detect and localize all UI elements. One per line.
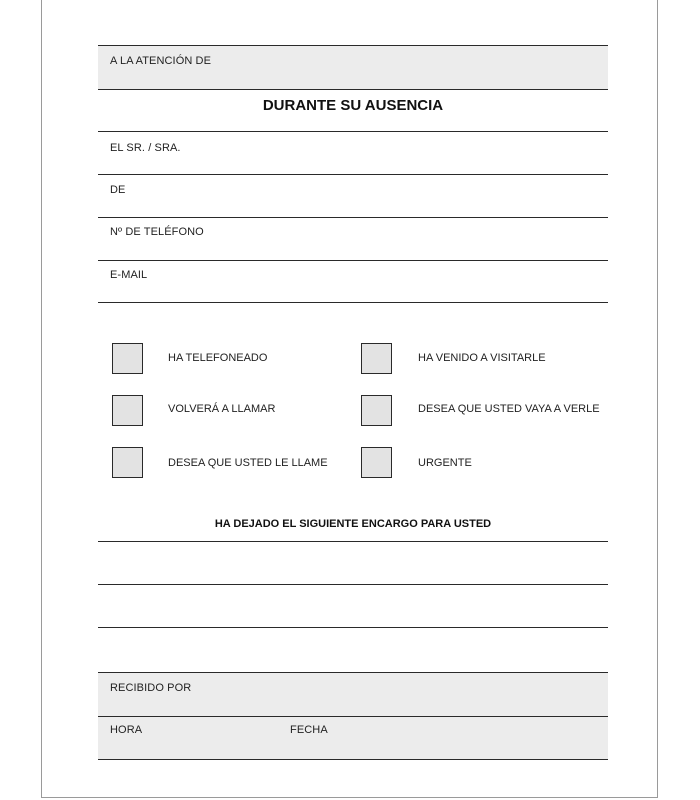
message-input-1[interactable] bbox=[98, 541, 608, 584]
title-row bbox=[98, 89, 608, 131]
de-field[interactable] bbox=[98, 174, 608, 217]
checkbox-ha-telefoneado[interactable] bbox=[112, 343, 143, 374]
form-title: DURANTE SU AUSENCIA bbox=[262, 97, 444, 114]
recibido-por-label: RECIBIDO POR bbox=[110, 682, 192, 694]
hora-label: HORA bbox=[110, 724, 143, 736]
hora-fecha-row[interactable] bbox=[98, 716, 608, 759]
sr-sra-field[interactable] bbox=[98, 131, 608, 174]
checkbox-label-desea-que-vaya: DESEA QUE USTED VAYA A VERLE bbox=[418, 403, 600, 415]
email-label: E-MAIL bbox=[110, 269, 148, 281]
message-input-3[interactable] bbox=[98, 627, 608, 672]
checkbox-label-volvera-a-llamar: VOLVERÁ A LLAMAR bbox=[168, 403, 276, 415]
fecha-label: FECHA bbox=[290, 724, 328, 736]
checkbox-desea-que-vaya[interactable] bbox=[361, 395, 392, 426]
message-input-2[interactable] bbox=[98, 584, 608, 627]
email-field[interactable] bbox=[98, 260, 608, 302]
recibido-por-field[interactable] bbox=[98, 672, 608, 716]
form-bottom-line bbox=[98, 759, 608, 760]
checkbox-label-urgente: URGENTE bbox=[418, 457, 472, 469]
telefono-label: Nº DE TELÉFONO bbox=[110, 226, 204, 238]
checkbox-desea-que-le-llame[interactable] bbox=[112, 447, 143, 478]
checkbox-volvera-a-llamar[interactable] bbox=[112, 395, 143, 426]
checkbox-urgente[interactable] bbox=[361, 447, 392, 478]
checkbox-label-ha-venido: HA VENIDO A VISITARLE bbox=[418, 352, 546, 364]
email-bottom-line bbox=[98, 302, 608, 303]
checkbox-label-ha-telefoneado: HA TELEFONEADO bbox=[168, 352, 268, 364]
checkbox-ha-venido[interactable] bbox=[361, 343, 392, 374]
checkbox-label-desea-que-le-llame: DESEA QUE USTED LE LLAME bbox=[168, 457, 328, 469]
message-heading: HA DEJADO EL SIGUIENTE ENCARGO PARA USTED bbox=[214, 518, 492, 530]
telefono-field[interactable] bbox=[98, 217, 608, 260]
sr-sra-label: EL SR. / SRA. bbox=[110, 142, 181, 154]
attention-label: A LA ATENCIÓN DE bbox=[110, 55, 212, 67]
attention-field[interactable] bbox=[98, 45, 608, 89]
de-label: DE bbox=[110, 184, 126, 196]
